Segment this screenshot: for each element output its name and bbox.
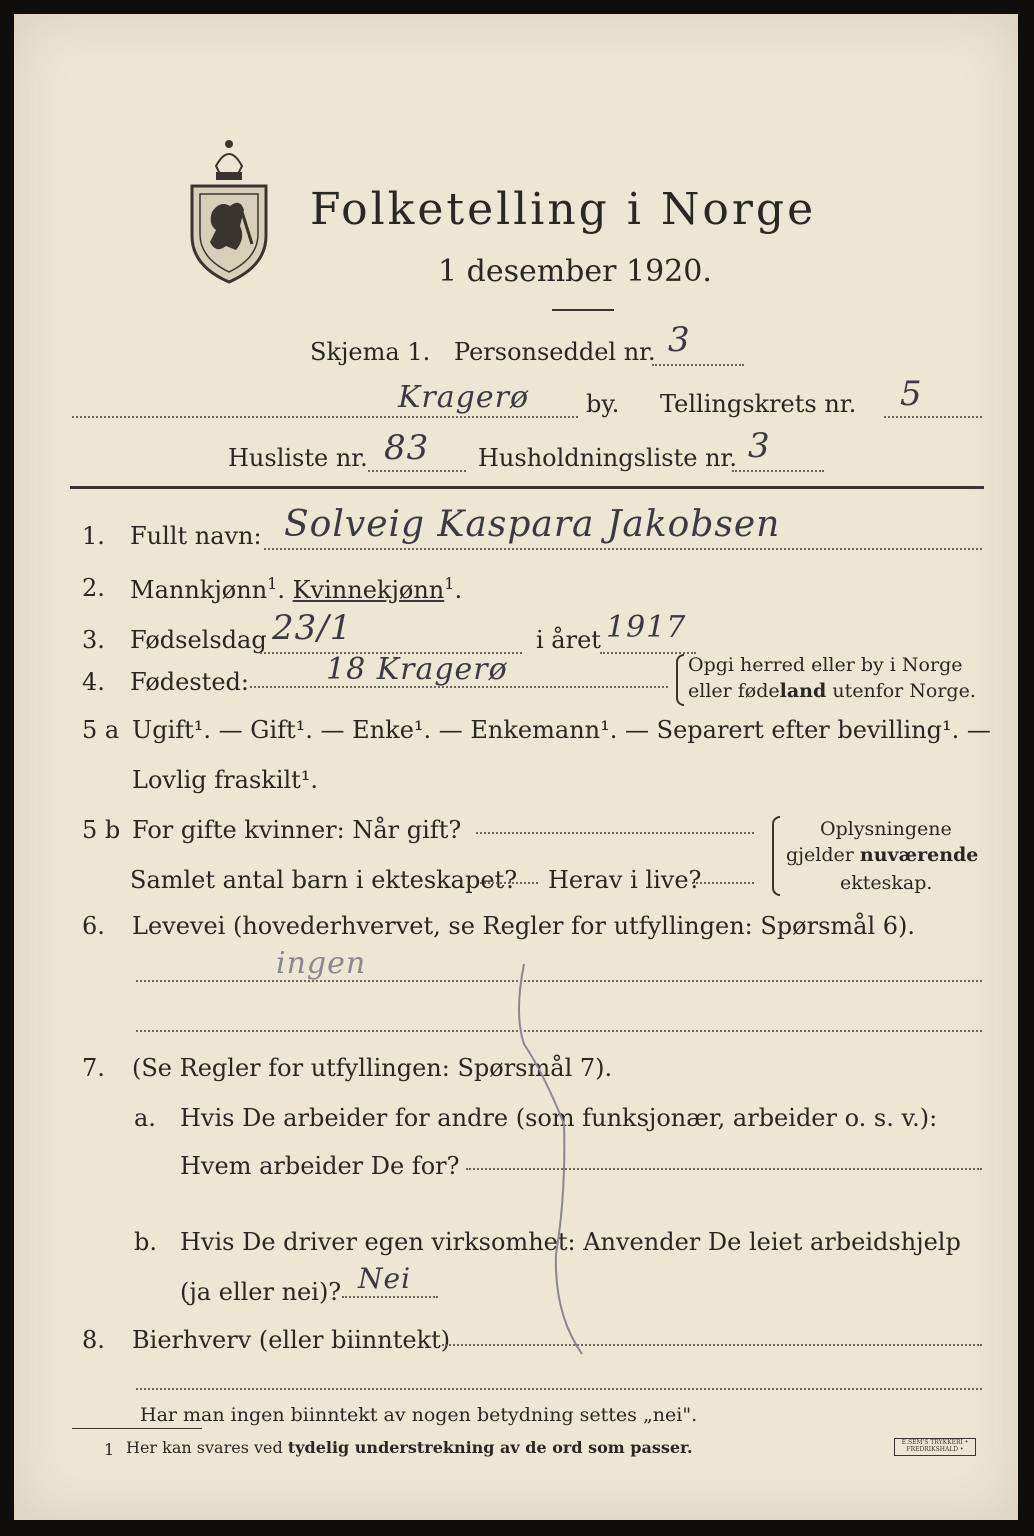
q3-number: 3. <box>82 626 105 654</box>
q2-kvinne[interactable]: Kvinnekjønn <box>292 576 445 604</box>
printer-stamp: E.SEM'S TRYKKERI • FREDRIKSHALD • <box>894 1438 976 1456</box>
q1-line <box>264 548 982 550</box>
q4-note-2: eller fødeland utenfor Norge. <box>688 680 976 702</box>
q7b-letter: b. <box>134 1228 157 1256</box>
q3-birth-year[interactable]: 1917 <box>606 610 687 645</box>
by-label: by. <box>586 390 620 418</box>
personseddel-line <box>652 364 744 366</box>
pencil-check-mark <box>494 954 614 1394</box>
personseddel-label: Personseddel nr. <box>454 338 656 366</box>
q2-mann[interactable]: Mannkjønn <box>130 576 268 604</box>
footnote-text: Her kan svares ved tydelig understrekning av de ord som passer. <box>126 1438 693 1457</box>
husholdning-label: Husholdningsliste nr. <box>478 444 737 472</box>
husliste-value[interactable]: 83 <box>384 428 430 468</box>
q8-note: Har man ingen biinntekt av nogen betydning settes „nei". <box>140 1404 698 1426</box>
q6-occupation[interactable]: ingen <box>276 946 367 981</box>
q2-dot-2: . <box>454 576 463 604</box>
q7b-ja-nei-label: (ja eller nei)? <box>180 1278 342 1306</box>
q4-note-1: Opgi herred eller by i Norge <box>688 654 963 676</box>
coat-of-arms-icon <box>186 134 272 284</box>
q5b-label-2: Samlet antal barn i ekteskapet? <box>130 866 518 894</box>
q7a-who-label: Hvem arbeider De for? <box>180 1152 460 1180</box>
header-divider <box>70 486 984 489</box>
q7a-question: Hvis De arbeider for andre (som funksjonær, arbeider o. s. v.): <box>180 1104 938 1132</box>
q3-birthdate[interactable]: 23/1 <box>272 608 353 648</box>
q8-label: Bierhverv (eller biinntekt) <box>132 1326 451 1354</box>
q7a-letter: a. <box>134 1104 156 1132</box>
q1-full-name[interactable]: Solveig Kaspara Jakobsen <box>284 504 781 545</box>
form-date: 1 desember 1920. <box>438 254 712 289</box>
q2-sup-1: 1 <box>267 574 278 593</box>
q3-label: Fødselsdag <box>130 626 267 654</box>
by-value[interactable]: Kragerø <box>398 380 529 415</box>
q2-number: 2. <box>82 574 105 602</box>
footnote-rule <box>72 1428 202 1429</box>
q5b-line-2 <box>480 882 538 884</box>
title-divider <box>552 309 614 311</box>
skjema-label: Skjema 1. <box>310 338 431 366</box>
q5b-note-2: gjelder nuværende <box>786 844 979 866</box>
q5b-note-3: ekteskap. <box>840 872 933 894</box>
q1-label: Fullt navn: <box>130 522 262 550</box>
q5a-number: 5 a <box>82 716 120 744</box>
q4-brace <box>676 654 684 706</box>
q3-aret-label: i året <box>536 626 601 654</box>
census-form <box>14 14 1018 1520</box>
tellingskrets-label: Tellingskrets nr. <box>660 390 857 418</box>
husholdning-line <box>732 470 824 472</box>
tellingskrets-value[interactable]: 5 <box>900 374 923 414</box>
footnote-mark: 1 <box>104 1440 115 1459</box>
q5b-note-1: Oplysningene <box>820 818 952 840</box>
q5b-line-3 <box>692 882 754 884</box>
q4-birthplace[interactable]: 18 Kragerø <box>326 652 508 687</box>
q5b-brace <box>772 816 780 896</box>
tellingskrets-line <box>884 416 982 418</box>
q8-number: 8. <box>82 1326 105 1354</box>
husliste-line <box>368 470 466 472</box>
q6-number: 6. <box>82 912 105 940</box>
q2-dot-1: . <box>277 576 285 604</box>
q2-sup-2: 1 <box>444 574 455 593</box>
q6-label: Levevei (hovederhvervet, se Regler for utfyllingen: Spørsmål 6). <box>132 912 916 940</box>
form-title: Folketelling i Norge <box>310 184 817 235</box>
q7-number: 7. <box>82 1054 105 1082</box>
personseddel-value[interactable]: 3 <box>668 320 691 360</box>
q5a-options[interactable]: Ugift¹. — Gift¹. — Enke¹. — Enkemann¹. — Separert efter bevilling¹. — <box>132 716 991 744</box>
q5b-number: 5 b <box>82 816 121 844</box>
q4-label: Fødested: <box>130 668 249 696</box>
husliste-label: Husliste nr. <box>228 444 368 472</box>
q5b-line-1 <box>476 832 754 834</box>
q2-options[interactable] <box>130 574 462 604</box>
q5b-label-1: For gifte kvinner: Når gift? <box>132 816 462 844</box>
q7-label: (Se Regler for utfyllingen: Spørsmål 7). <box>132 1054 613 1082</box>
husholdning-value[interactable]: 3 <box>748 426 771 466</box>
q7b-answer[interactable]: Nei <box>358 1262 412 1295</box>
q7b-line <box>342 1296 438 1298</box>
q4-number: 4. <box>82 668 105 696</box>
q1-number: 1. <box>82 522 105 550</box>
q7b-question: Hvis De driver egen virksomhet: Anvender De leiet arbeidshjelp <box>180 1228 961 1256</box>
q5b-label-3: Herav i live? <box>548 866 702 894</box>
by-line <box>72 416 578 418</box>
q5a-options-2[interactable]: Lovlig fraskilt¹. <box>132 766 319 794</box>
